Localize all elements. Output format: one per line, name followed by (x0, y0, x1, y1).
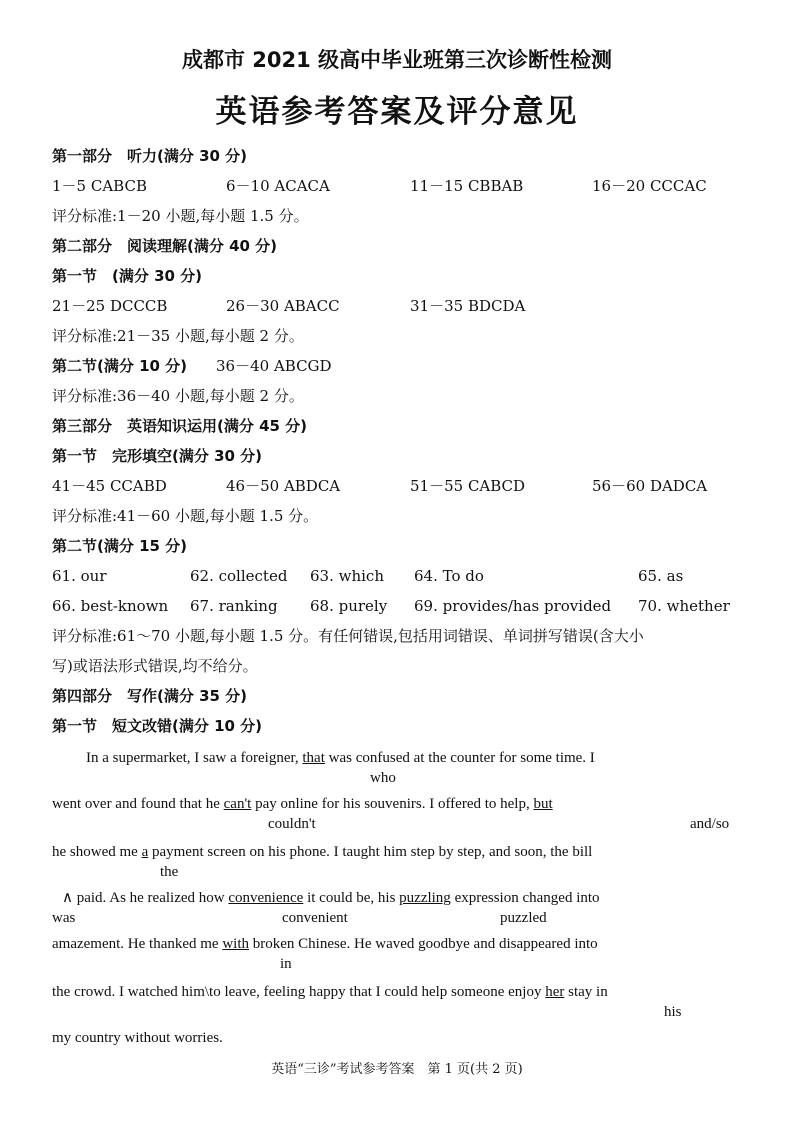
part4-section1-heading: 第一节 短文改错(满分 10 分) (52, 717, 263, 735)
answer-item: 70. whether (638, 597, 730, 615)
part1-heading: 第一部分 听力(满分 30 分) (52, 147, 248, 165)
page-footer: 英语“三诊”考试参考答案 第 1 页(共 2 页) (271, 1062, 523, 1077)
answer-item: 68. purely (310, 597, 388, 615)
part3-section2-scoring: 评分标准:61～70 小题,每小题 1.5 分。有任何错误,包括用词错误、单词拼写错误(含大小 (52, 627, 644, 645)
answer-item: 62. collected (190, 567, 288, 585)
answer-group: 11－15 CBBAB (410, 177, 524, 195)
error-word: that (302, 750, 325, 766)
part3-heading: 第三部分 英语知识运用(满分 45 分) (52, 417, 308, 435)
delete-mark: \ (204, 984, 210, 1000)
part3-section2-heading: 第二节(满分 15 分) (52, 537, 188, 555)
answer-item: 63. which (310, 567, 384, 585)
answer-group: 16－20 CCCAC (592, 177, 707, 195)
passage-line: amazement. He thanked me with broken Chinese. He waved goodbye and disappeared into (52, 936, 598, 952)
insert-mark: ∧ (62, 890, 73, 906)
error-word: but (533, 796, 553, 812)
part2-section2-scoring: 评分标准:36－40 小题,每小题 2 分。 (52, 387, 304, 405)
answer-group: 21－25 DCCCB (52, 297, 168, 315)
passage-line: my country without worries. (52, 1030, 223, 1046)
error-word: puzzling (399, 890, 451, 906)
correction: puzzled (500, 910, 547, 926)
answer-item: 67. ranking (190, 597, 278, 615)
error-word: her (545, 984, 565, 1000)
error-word: a (141, 844, 149, 860)
correction: in (280, 956, 292, 972)
passage-line: the crowd. I watched him\to leave, feeling happy that I could help someone enjoy her stay in (52, 984, 608, 1000)
answer-item: 61. our (52, 567, 107, 585)
answer-item: 64. To do (414, 567, 484, 585)
part2-section1-scoring: 评分标准:21－35 小题,每小题 2 分。 (52, 327, 304, 345)
answer-item: 69. provides/has provided (414, 597, 612, 615)
passage-line: ∧ paid. As he realized how convenience it could be, his puzzling expression changed into (62, 890, 600, 906)
answer-item: 65. as (638, 567, 684, 585)
answer-group: 46－50 ABDCA (226, 477, 341, 495)
passage-line: In a supermarket, I saw a foreigner, that was confused at the counter for some time. I (86, 750, 595, 766)
answer-group: 51－55 CABCD (410, 477, 526, 495)
correction: the (160, 864, 179, 880)
part4-heading: 第四部分 写作(满分 35 分) (52, 687, 248, 705)
answer-item: 66. best-known (52, 597, 169, 615)
error-word: convenience (228, 890, 304, 906)
answer-group: 41－45 CCABD (52, 477, 167, 495)
part2-heading: 第二部分 阅读理解(满分 40 分) (52, 237, 278, 255)
part3-section1-heading: 第一节 完形填空(满分 30 分) (52, 447, 263, 465)
answer-group: 36－40 ABCGD (216, 357, 332, 375)
answer-group: 26－30 ABACC (226, 297, 340, 315)
correction: his (664, 1004, 682, 1020)
correction: convenient (282, 910, 348, 926)
correction: was (52, 910, 76, 926)
part3-section2-scoring-cont: 写)或语法形式错误,均不给分。 (52, 657, 258, 675)
correction: and/so (690, 816, 730, 832)
correction: who (370, 770, 396, 786)
answer-group: 1－5 CABCB (52, 177, 147, 195)
part2-section1-heading: 第一节 (满分 30 分) (52, 267, 203, 285)
part3-section1-scoring: 评分标准:41－60 小题,每小题 1.5 分。 (52, 507, 319, 525)
error-word: can't (223, 796, 252, 812)
answer-group: 31－35 BDCDA (410, 297, 526, 315)
correction: couldn't (268, 816, 316, 832)
error-word: with (222, 936, 250, 952)
passage-line: he showed me a payment screen on his phone. I taught him step by step, and soon, the bill (52, 844, 593, 860)
passage-line: went over and found that he can't pay online for his souvenirs. I offered to help, but (52, 796, 553, 812)
part1-scoring: 评分标准:1－20 小题,每小题 1.5 分。 (52, 207, 309, 225)
document-subtitle: 英语参考答案及评分意见 (215, 94, 579, 130)
document-title: 成都市 2021 级高中毕业班第三次诊断性检测 (181, 48, 613, 72)
answer-group: 6－10 ACACA (226, 177, 330, 195)
answer-group: 56－60 DADCA (592, 477, 708, 495)
part2-section2-heading: 第二节(满分 10 分) (52, 357, 188, 375)
